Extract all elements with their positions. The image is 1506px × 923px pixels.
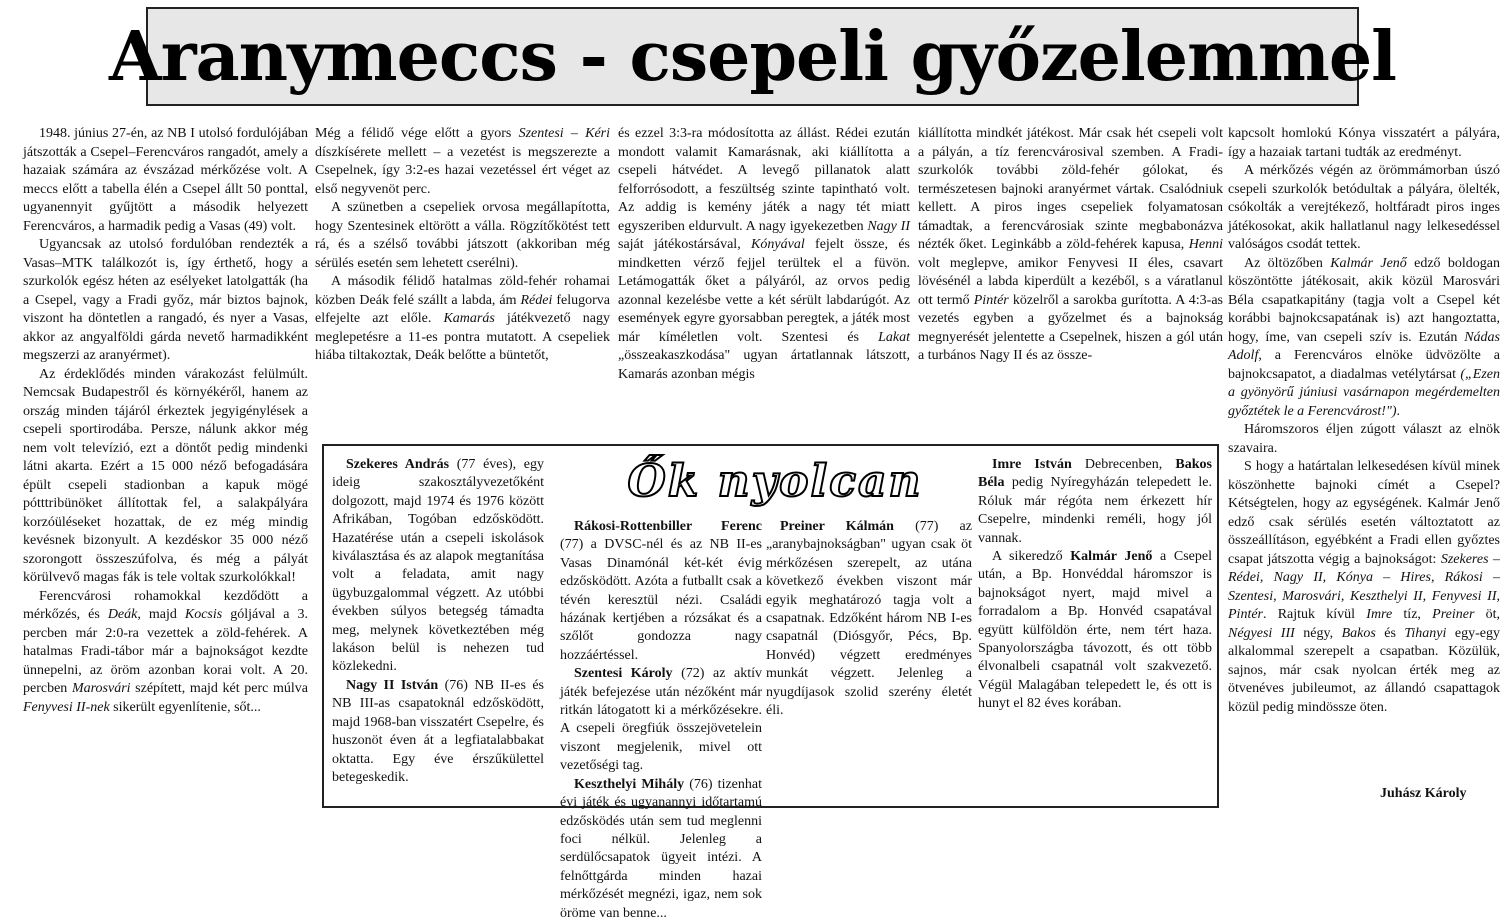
sidebar-column-3: [766, 518, 972, 803]
article-paragraph: A mérkőzés végén az örömmámorban úszó csepeli szurkolók betódultak a pályára, ölelték, csókolták a verejtékező, holtfáradt piros inges játékosokat, akik hallatlanul nagy lelkesedéssel valóságos csodát tettek.: [1228, 163, 1500, 252]
profile-szentesi: Szentesi Károly (72) az aktív játék befejezése után nézőként már ritkán látogatott ki a mérkőzésekre. A csepeli öregfiúk összejövetelein viszont megjelenik, mivel ott vezetőségi tag.: [560, 666, 762, 774]
sidebar-title: Ők nyolcan: [627, 455, 923, 507]
sidebar-column-2: [560, 518, 762, 921]
sidebar-column-1: [332, 456, 544, 801]
player-name: Bakos Béla: [978, 457, 1212, 491]
player-name: Szekeres András: [346, 457, 450, 472]
article-paragraph: Az öltözőben Kalmár Jenő edző boldogan köszöntötte játékosait, akik közül Marosvári Béla csapatkapitány (tagja volt a Csepel két korábbi bajnokcsapatának is) azt hangoztatta, hogy, íme, van csepeli szív is. Ezután Nádas Adolf, a Ferencváros elnöke üdvözölte a bajnokcsapatot, a diadalmas vetélytársat („Ezen a gyönyörű júniusi vasárnapon megérdemelten győztétek le a Ferencvárost!").: [1228, 255, 1500, 419]
sidebar-column-4: [978, 456, 1212, 801]
player-name: Szentesi Károly: [574, 666, 673, 682]
article-column-3: [618, 125, 910, 440]
article-paragraph: Az érdeklődés minden várakozást felülmúlt. Nemcsak Budapestről és környékéről, hanem az ország minden tájáról érkeztek jegyigénylések a csepeli sportirodába. Persze, nálunk akkor még nem volt televízió, ezt a döntőt pedig mindenki látni akarta. Ezért a 15 000 néző befogadására épült csepeli stadionban a kapuk mögé pótttribünöket állítottak fel, a salakpályára korzóüléseket hozattak, de ez még mindig kevésnek bizonyult. A kezdéskor 35 000 néző szorongott összeszúfolva, és még a pályát körülvevő magas fák is tele voltak szurkolókkal!: [23, 366, 308, 585]
player-name: Imre István: [992, 457, 1072, 472]
headline: Aranymeccs - csepeli győzelemmel: [109, 16, 1396, 97]
article-paragraph: Háromszoros éljen zúgott választ az elnök szavaira.: [1228, 422, 1500, 456]
author-byline: Juhász Károly: [1380, 786, 1467, 801]
profile-kalmar: A sikeredző Kalmár Jenő a Csepel után, a Bp. Honvéddal háromszor is bajnokságot nyert, majd mivel a forradalom a Bp. Honvéd csapatával együtt külföldön érte, nem tért haza. Spanyolországba távozott, és ott több élvonalbeli csapatnál volt szakvezető. Végül Malagában telepedett le, és ott is hunyt el 82 éves korában.: [978, 549, 1212, 712]
article-paragraph: Még a félidő vége előtt a gyors Szentesi – Kéri díszkísérete mellett – a vezetést is megszerezte a Csepelnek, így 3:2-es hazai vezetéssel ért véget az első negyvenöt perc.: [315, 126, 610, 197]
profile-szekeres: Szekeres András (77 éves), egy ideig szakosztályvezetőként dolgozott, majd 1974 és 1976 között Afrikában, Togóban edzősködött. Hazatérése után a csepeli iskolások kiválasztása és az alapok megtanítása volt a feladata, amit nagy ügybuzgalommal végzett. Az utóbbi években súlyos betegség támadta meg, melynek következtében még lakáson belül is nehezen tud közlekedni.: [332, 457, 544, 675]
profile-keszthelyi: Keszthelyi Mihály (76) tizenhat évi játék és ugyanannyi időtartamú edzősködés után sem tud meglenni foci nélkül. Jelenleg a serdülőcsapatok ügyeit intézi. A felnőttgárda minden hazai mérkőzését megnézi, igaz, nem sok öröme van benne...: [560, 776, 762, 921]
coach-name: Kalmár Jenő: [1070, 549, 1153, 565]
profile-nagy: Nagy II István (76) NB II-es és NB III-as csapatoknál edzősködött, majd 1968-ban visszatért Csepelre, és huszonöt éven át a legfiatalabbakat oktatta. Egy éve érszűkülettel betegeskedik.: [332, 677, 544, 785]
player-name: Nagy II István: [346, 677, 439, 693]
article-paragraph: kiállította mindkét játékost. Már csak hét csepeli volt a pályán, a tíz ferencvárosival szemben. A Fradi-szurkolók további zöld-fehér gólokat, és természetesen bajnoki aranyérmet vártak. Csalódniuk kellett. A piros inges csepeliek folyamatosan támadtak, a ferencvárosiak szinte megbabonázva nézték őket. Leginkább a zöld-fehérek kapusa, Henni volt meglepve, amikor Fenyvesi II éles, csavart lövésénél a labda kiperdült a kezéből, s a váratlanul ott termő Pintér közelről a sarokba gurította. A 4:3-as vezetés egyben a győzelmet és a bajnokság megnyerését jelentette a Csepelnek, hiszen a gól után a turbános Nagy II és az össze-: [918, 126, 1223, 363]
article-paragraph: A szünetben a csepeliek orvosa megállapította, hogy Szentesinek eltörött a válla. Rögzítőkötést tett rá, és a szélső további játszott (akkoriban még sérülés esetén sem lehetett cserélni).: [315, 200, 610, 271]
article-column-1: [23, 125, 308, 805]
player-name: Keszthelyi Mihály: [574, 776, 685, 792]
article-paragraph: Ugyancsak az utolsó fordulóban rendezték a Vasas–MTK találkozót is, így érthető, hogy a szurkolók egész héten az esélyeket latolgatták (ha a Csepel, vagy a Fradi győz, már biztos bajnok, viszont ha döntetlen a rangadó, és nyer a Vasas, akkor az angyalföldi gárda nevető harmadikként megszerzi az aranyérmet).: [23, 237, 308, 363]
player-name: Rákosi-Rottenbiller Ferenc: [574, 519, 762, 534]
headline-box: [109, 7, 1396, 106]
article-paragraph: S hogy a határtalan lelkesedésen kívül minek köszönhette bajnoki címét a Csepel? Kétségtelen, hogy az egységének. Kalmár Jenő edző csak sérülés esetén változtatott az összeállításon, egyébként a Fradi ellen győztes csapat játszotta végig a bajnokságot: Szekeres – Rédei, Nagy II, Kónya – Hires, Rákosi – Szentesi, Marosvári, Keszthelyi II, Fenyvesi II, Pintér. Rajtuk kívül Imre tíz, Preiner öt, Négyesi III négy, Bakos és Tihanyi egy-egy alkalommal szerepelt a csapatban. Közülük, sajnos, már csak nyolcan érték meg az ötvenéves jubileumot, az állandó csapattagok közül pedig mindössze öten.: [1228, 459, 1500, 715]
article-paragraph: 1948. június 27-én, az NB I utolsó fordulójában játszották a Csepel–Ferencváros rangadót, amely a hazaiak számára az évszázad mérkőzése volt. A meccs előtt a tabella élén a Csepel állt 50 ponttal, ugyanennyit gyűjtött a második helyezett Ferencváros, a harmadik pedig a Vasas (49) volt.: [23, 126, 308, 234]
player-name: Preiner Kálmán: [780, 519, 894, 534]
article-paragraph: Ferencvárosi rohamokkal kezdődött a mérkőzés, és Deák, majd Kocsis góljával a 3. percben már 2:0-ra vezettek a zöld-fehérek. A hatalmas Fradi-tábor már a bajnokságot kezdte ünnepelni, az öröm azonban korai volt. A 20. percben Marosvári szépített, majd két perc múlva Fenyvesi II-nek sikerült egyenlítenie, sőt...: [23, 588, 309, 715]
article-column-2: [315, 125, 610, 440]
article-paragraph: kapcsolt homlokú Kónya visszatért a pályára, így a hazaiak tartani tudták az eredményt.: [1228, 126, 1500, 160]
profile-preiner: Preiner Kálmán (77) az „aranybajnokságban" ugyan csak öt mérkőzésen szerepelt, az utána következő években viszont már egyik meghatározó tagja volt a csapatnak. Edzőként három NB I-es csapatnál (Diósgyőr, Pécs, Bp. Honvéd) végzett eredményes munkát végzett. Jelenleg a nyugdíjasok szolid szerény életét éli.: [766, 519, 972, 719]
article-column-4: [918, 125, 1223, 440]
article-column-5: [1228, 125, 1500, 785]
sidebar-box: [322, 444, 1219, 921]
profile-rakosi: Rákosi-Rottenbiller Ferenc (77) a DVSC-nél és az NB II-es Vasas Dinamónál két-két évig edzősködött. Azóta a futballt csak a tévén keresztül nézi. Családi házának kertjében a rózsákat és a szőlőt gondozza nagy hozzáértéssel.: [560, 519, 762, 663]
article-paragraph: és ezzel 3:3-ra módosította az állást. Rédei ezután mondott valamit Kamarásnak, aki kiállította a csepeli hátvédet. A levegő pillanatok alatt felforrósodott, a feszültség szinte tapintható volt. Az addig is kemény játék a nagy tét miatt egyszeriben eldurvult. A nagy igyekezetben Nagy II saját játékostársával, Kónyával fejelt össze, és mindketten vérző fejjel terültek el a füvön. Letámogatták őket a pályáról, az orvos pedig azonnal kezelésbe vette a két sérült labdarúgót. Az események egyre gyorsabban peregtek, a játék most már kíméletlen volt. Szentesi és Lakat „összeakaszkodása" ugyan ártatlannak látszott, Kamarás azonban mégis: [618, 126, 910, 382]
profile-imre-bakos: Imre István Debrecenben, Bakos Béla pedig Nyíregyházán telepedett le. Róluk már régóta nem érkezett hír Csepelre, mindenki reméli, hogy jól vannak.: [978, 457, 1212, 546]
article-paragraph: A második félidő hatalmas zöld-fehér rohamai közben Deák felé szállt a labda, ám Rédei felugorva elfejelte azt előle. Kamarás játékvezető nagy meglepetésre a 11-es pontra mutatott. A csepeliek hiába tiltakoztak, Deák belőtte a büntetőt,: [315, 274, 610, 363]
